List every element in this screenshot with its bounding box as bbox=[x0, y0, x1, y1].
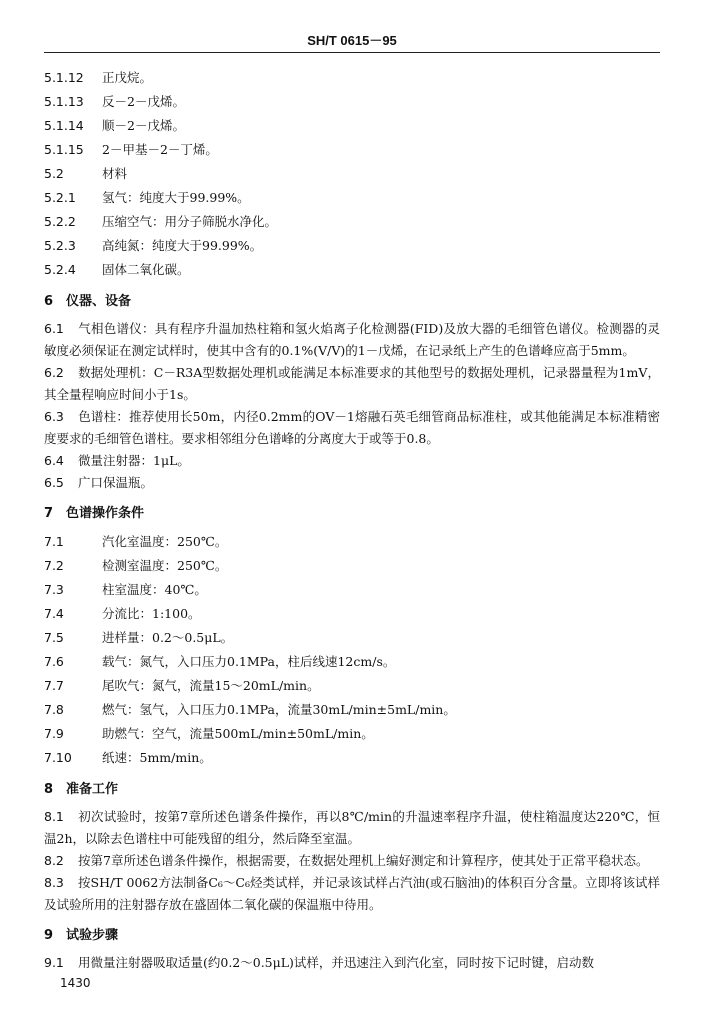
clause-text: 燃气：氢气，入口压力0.1MPa，流量30mL/min±5mL/min。 bbox=[102, 702, 456, 717]
clause-line bbox=[44, 674, 660, 698]
clause-6-paragraphs bbox=[44, 318, 660, 494]
clause-number: 6.1 bbox=[44, 321, 64, 336]
clause-9-paragraphs bbox=[44, 952, 660, 974]
clause-number: 8.2 bbox=[44, 853, 64, 868]
clause-line bbox=[44, 90, 660, 114]
document-body bbox=[44, 66, 660, 974]
clause-text: 按SH/T 0062方法制备C₆～C₆烃类试样，并记录该试样占汽油(或石脑油)的体积百分含量。立即将该试样及试验所用的注射器存放在盛固体二氧化碳的保温瓶中待用。 bbox=[44, 875, 660, 912]
clause-number: 5.1.15 bbox=[44, 142, 84, 157]
clause-paragraph bbox=[44, 362, 660, 406]
clause-text: 2－甲基－2－丁烯。 bbox=[102, 142, 218, 157]
clause-line bbox=[44, 114, 660, 138]
clause-number: 5.2.2 bbox=[44, 214, 76, 229]
clause-text: 顺－2－戊烯。 bbox=[102, 118, 185, 133]
clause-text: 氢气：纯度大于99.99%。 bbox=[102, 190, 250, 205]
clause-number: 7.9 bbox=[44, 726, 64, 741]
page-number: 1430 bbox=[60, 976, 91, 990]
clause-line bbox=[44, 626, 660, 650]
section-6-heading bbox=[44, 290, 660, 314]
section-title: 试验步骤 bbox=[66, 928, 119, 943]
clause-number: 5.2.4 bbox=[44, 262, 76, 277]
clause-5-list bbox=[44, 66, 660, 282]
clause-paragraph bbox=[44, 806, 660, 850]
clause-line bbox=[44, 554, 660, 578]
page-header: SH/T 0615－95 bbox=[307, 33, 397, 48]
clause-text: 广口保温瓶。 bbox=[78, 475, 154, 490]
clause-number: 7.3 bbox=[44, 582, 64, 597]
clause-number: 6.2 bbox=[44, 365, 64, 380]
clause-number: 7.4 bbox=[44, 606, 64, 621]
clause-text: 载气：氮气，入口压力0.1MPa，柱后线速12cm/s。 bbox=[102, 654, 396, 669]
clause-text: 色谱柱：推荐使用长50m，内径0.2mm的OV－1熔融石英毛细管商品标准柱，或其他能满足本标准精密度要求的毛细管色谱柱。要求相邻组分色谱峰的分离度大于或等于0.8。 bbox=[44, 409, 660, 446]
clause-line bbox=[44, 234, 660, 258]
clause-number: 8.1 bbox=[44, 809, 64, 824]
clause-line bbox=[44, 650, 660, 674]
clause-text: 汽化室温度：250℃。 bbox=[102, 534, 228, 549]
clause-text: 初次试验时，按第7章所述色谱条件操作，再以8℃/min的升温速率程序升温，使柱箱温度达220℃，恒温2h，以除去色谱柱中可能残留的组分，然后降至室温。 bbox=[44, 809, 660, 846]
clause-number: 5.1.14 bbox=[44, 118, 84, 133]
clause-number: 7.7 bbox=[44, 678, 64, 693]
clause-line bbox=[44, 602, 660, 626]
clause-8-paragraphs bbox=[44, 806, 660, 916]
clause-number: 7.2 bbox=[44, 558, 64, 573]
section-title: 色谱操作条件 bbox=[66, 506, 145, 521]
clause-paragraph bbox=[44, 318, 660, 362]
clause-paragraph bbox=[44, 450, 660, 472]
clause-number: 5.2.3 bbox=[44, 238, 76, 253]
clause-paragraph bbox=[44, 872, 660, 916]
clause-paragraph bbox=[44, 850, 660, 872]
clause-number: 5.1.13 bbox=[44, 94, 84, 109]
clause-text: 压缩空气：用分子筛脱水净化。 bbox=[102, 214, 278, 229]
clause-number: 6.5 bbox=[44, 475, 64, 490]
section-number: 8 bbox=[44, 782, 54, 797]
clause-line bbox=[44, 578, 660, 602]
clause-number: 7.6 bbox=[44, 654, 64, 669]
clause-text: 助燃气：空气，流量500mL/min±50mL/min。 bbox=[102, 726, 374, 741]
clause-line bbox=[44, 138, 660, 162]
clause-number: 7.5 bbox=[44, 630, 64, 645]
section-title: 仪器、设备 bbox=[66, 294, 132, 309]
clause-text: 材料 bbox=[102, 166, 128, 181]
clause-text: 反－2－戊烯。 bbox=[102, 94, 185, 109]
clause-number: 8.3 bbox=[44, 875, 64, 890]
clause-number: 5.2 bbox=[44, 166, 64, 181]
clause-7-list bbox=[44, 530, 660, 770]
clause-text: 用微量注射器吸取适量(约0.2～0.5μL)试样，并迅速注入到汽化室，同时按下记时键，启动数 bbox=[78, 955, 594, 970]
clause-line bbox=[44, 746, 660, 770]
section-title: 准备工作 bbox=[66, 782, 119, 797]
section-number: 7 bbox=[44, 506, 54, 521]
clause-line bbox=[44, 258, 660, 282]
clause-text: 数据处理机：C－R3A型数据处理机或能满足本标准要求的其他型号的数据处理机，记录器量程为1mV，其全量程响应时间小于1s。 bbox=[44, 365, 660, 402]
clause-line bbox=[44, 722, 660, 746]
clause-line bbox=[44, 162, 660, 186]
clause-text: 高纯氮：纯度大于99.99%。 bbox=[102, 238, 263, 253]
clause-text: 进样量：0.2～0.5μL。 bbox=[102, 630, 234, 645]
clause-line bbox=[44, 530, 660, 554]
clause-paragraph bbox=[44, 406, 660, 450]
clause-number: 7.1 bbox=[44, 534, 64, 549]
clause-line bbox=[44, 186, 660, 210]
section-number: 9 bbox=[44, 928, 54, 943]
clause-text: 微量注射器：1μL。 bbox=[78, 453, 190, 468]
header-rule bbox=[44, 52, 660, 53]
clause-paragraph bbox=[44, 952, 660, 974]
clause-line bbox=[44, 698, 660, 722]
clause-paragraph bbox=[44, 472, 660, 494]
clause-text: 气相色谱仪：具有程序升温加热柱箱和氢火焰离子化检测器(FID)及放大器的毛细管色谱仪。检测器的灵敏度必须保证在测定试样时，使其中含有的0.1%(V/V)的1－戊烯，在记录纸上产生的色谱峰应高于5mm。 bbox=[44, 321, 660, 358]
clause-text: 按第7章所述色谱条件操作，根据需要，在数据处理机上编好测定和计算程序，使其处于正常平稳状态。 bbox=[78, 853, 649, 868]
clause-text: 固体二氧化碳。 bbox=[102, 262, 190, 277]
clause-number: 6.3 bbox=[44, 409, 64, 424]
clause-text: 检测室温度：250℃。 bbox=[102, 558, 228, 573]
clause-text: 分流比：1:100。 bbox=[102, 606, 201, 621]
clause-text: 尾吹气：氮气，流量15～20mL/min。 bbox=[102, 678, 320, 693]
section-9-heading bbox=[44, 924, 660, 948]
clause-number: 5.2.1 bbox=[44, 190, 76, 205]
clause-line bbox=[44, 210, 660, 234]
section-7-heading bbox=[44, 502, 660, 526]
clause-text: 柱室温度：40℃。 bbox=[102, 582, 207, 597]
clause-number: 5.1.12 bbox=[44, 70, 84, 85]
clause-text: 正戊烷。 bbox=[102, 70, 153, 85]
section-number: 6 bbox=[44, 294, 54, 309]
clause-text: 纸速：5mm/min。 bbox=[102, 750, 212, 765]
clause-number: 7.10 bbox=[44, 750, 72, 765]
clause-number: 9.1 bbox=[44, 955, 64, 970]
clause-line bbox=[44, 66, 660, 90]
clause-number: 7.8 bbox=[44, 702, 64, 717]
clause-number: 6.4 bbox=[44, 453, 64, 468]
section-8-heading bbox=[44, 778, 660, 802]
